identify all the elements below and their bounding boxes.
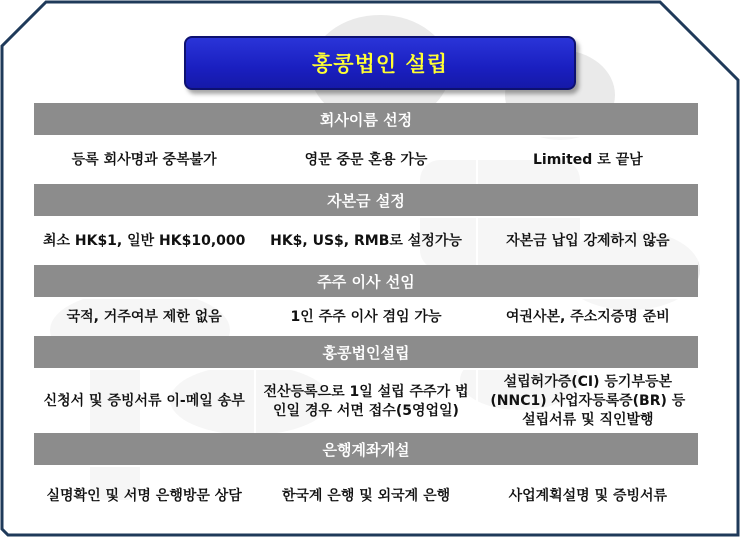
section-header [34,265,698,298]
table-cell: 영문 중문 혼용 가능 [255,136,476,184]
table-cell: 신청서 및 증빙서류 이-메일 송부 [34,369,255,433]
table-cell: 최소 HK$1, 일반 HK$10,000 [34,217,255,265]
table-cell: 전산등록으로 1일 설립 주주가 법인일 경우 서면 접수(5영업일) [255,369,476,433]
section-header-label: 홍콩법인설립 [322,343,410,362]
section-header [34,103,698,136]
table-cell: 실명확인 및 서명 은행방문 상담 [34,466,255,526]
table-cell: 여권사본, 주소지증명 준비 [477,298,698,336]
section-header-label: 회사이름 선정 [319,110,413,129]
section-header [34,336,698,369]
table-row [34,217,698,265]
section-header-label: 은행계좌개설 [322,440,410,459]
table-cell: Limited 로 끝남 [477,136,698,184]
table-row [34,298,698,336]
section-header-label: 주주 이사 선임 [317,272,415,291]
section-header-label: 자본금 설정 [327,191,405,210]
table-cell: 설립허가증(CI) 등기부등본(NNC1) 사업자등록증(BR) 등 설립서류 및 직인발행 [477,369,698,433]
table-row [34,136,698,184]
table-cell: 사업계획설명 및 증빙서류 [477,466,698,526]
table-cell: 한국계 은행 및 외국계 은행 [255,466,476,526]
table-cell: HK$, US$, RMB로 설정가능 [255,217,476,265]
table-cell: 1인 주주 이사 겸임 가능 [255,298,476,336]
section-header [34,184,698,217]
section-header [34,433,698,466]
table-row [34,466,698,526]
table-cell: 국적, 거주여부 제한 없음 [34,298,255,336]
table-row [34,369,698,433]
page-title: 홍콩법인 설립 [184,36,576,90]
table-cell: 등록 회사명과 중복불가 [34,136,255,184]
table-cell: 자본금 납입 강제하지 않음 [477,217,698,265]
setup-steps-table [34,103,698,526]
